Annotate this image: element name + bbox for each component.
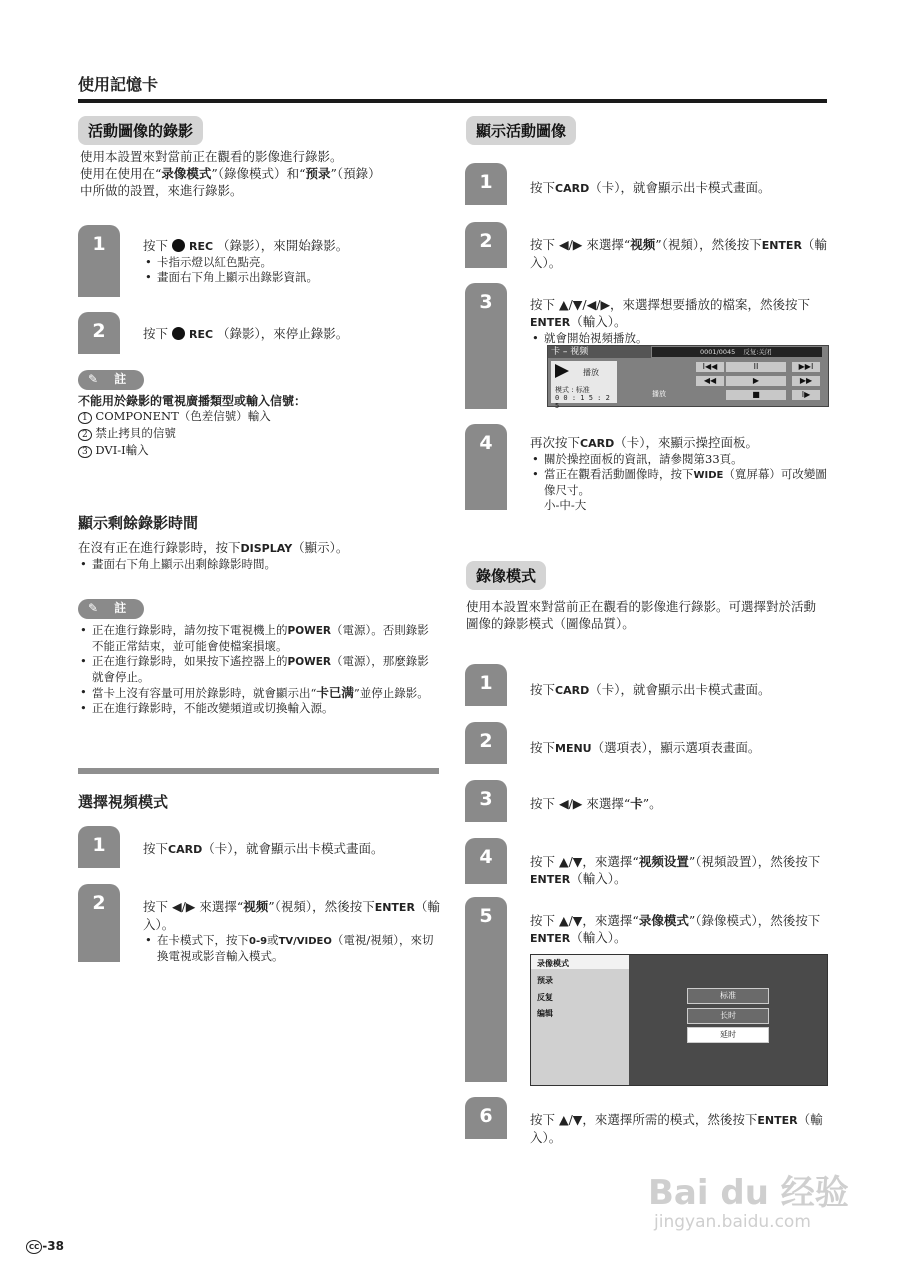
cc-icon: CC [26, 1240, 42, 1254]
step-badge: 1 [465, 664, 507, 706]
header-rule [78, 99, 827, 103]
record-mode-step-1: 按下CARD（卡），就會顯示出卡模式畫面。 [530, 682, 771, 697]
play-step-3: 按下 ▲/▼/◀/▶，來選擇想要播放的檔案，然後按下ENTER（輸入）。 • 就會開始視頻播放。 [530, 296, 827, 346]
step-badge: 2 [78, 312, 120, 354]
play-step-2: 按下 ◀/▶ 來選擇“视频”（視頻），然後按下ENTER（輸入）。 [530, 237, 827, 270]
rewind-button[interactable]: ◀◀ [696, 376, 724, 386]
section-title-remaining-time: 顯示剩餘錄影時間 [78, 514, 199, 532]
menu-item-repeat[interactable]: 反复 [537, 993, 553, 1002]
watermark-logo: Bai du 经验 [648, 1173, 849, 1213]
record-step-2: 按下 REC （錄影），來停止錄影。 [143, 326, 349, 341]
skip-back-button[interactable]: I◀◀ [696, 362, 724, 372]
stop-button[interactable]: ■ [726, 390, 786, 400]
step-badge: 2 [465, 722, 507, 764]
step-badge: 1 [78, 826, 120, 868]
record-dot-icon [172, 327, 185, 340]
note-badge: ✎ 註 [78, 599, 144, 619]
section-title-record-mode: 錄像模式 [466, 561, 546, 590]
step-badge: 6 [465, 1097, 507, 1139]
pencil-icon: ✎ [88, 372, 99, 386]
record-mode-intro: 使用本設置來對當前正在觀看的影像進行錄影。可選擇對於活動圖像的錄影模式（圖像品質）。 [466, 599, 817, 631]
pause-button[interactable]: II [726, 362, 786, 372]
section-title-play-video: 顯示活動圖像 [466, 116, 576, 145]
step-badge: 3 [465, 780, 507, 822]
record-mode-menu-screen [530, 954, 828, 1086]
record-note: 不能用於錄影的電視廣播類型或輸入信號： 1 COMPONENT（色差信號）輸入 2 禁止拷貝的信號 3 DVI-I輸入 [78, 394, 307, 457]
pencil-icon: ✎ [88, 601, 99, 615]
record-step-1: 按下 REC （錄影），來開始錄影。 • 卡指示燈以紅色點亮。 • 畫面右下角上顯示出錄影資訊。 [143, 237, 443, 285]
video-mode-step-1: 按下CARD（卡），就會顯示出卡模式畫面。 [143, 841, 384, 856]
play-step-1: 按下CARD（卡），就會顯示出卡模式畫面。 [530, 180, 771, 195]
option-delay[interactable]: 延时 [687, 1027, 769, 1043]
step-badge: 1 [465, 163, 507, 205]
play-step-4: 再次按下CARD（卡），來顯示操控面板。 • 關於操控面板的資訊，請參閱第33頁。 • 當正在觀看活動圖像時，按下WIDE（寬屏幕）可改變圖像尺寸。 小-中-大 [530, 434, 827, 513]
record-mode-step-3: 按下 ◀/▶ 來選擇“卡”。 [530, 796, 662, 811]
player-title: 卡 – 视频 [548, 346, 651, 358]
page-section-title: 使用記憶卡 [78, 75, 159, 94]
play-icon [555, 364, 569, 378]
remaining-time-notes: • 正在進行錄影時，請勿按下電視機上的POWER（電源）。否則錄影不能正常結束，並可能會使檔案損壞。 • 正在進行錄影時，如果按下遙控器上的POWER（電源），那麼錄影就會停止。 • 當卡上沒有容量可用於錄影時，就會顯示出“卡已满”並停止錄影。 • 正在進行錄影時，不能改變頻道或切換輸入源。 [78, 623, 440, 716]
step-badge: 4 [465, 838, 507, 884]
menu-item-edit[interactable]: 编辑 [537, 1009, 553, 1018]
record-mode-step-5: 按下 ▲/▼，來選擇“录像模式”（錄像模式），然後按下ENTER（輸入）。 [530, 913, 821, 945]
section-title-record-video: 活動圖像的錄影 [78, 116, 203, 145]
video-mode-step-2: 按下 ◀/▶ 來選擇“视频”（視頻），然後按下ENTER（輸入）。 • 在卡模式下，按下0-9或TV/VIDEO（電視/視頻），來切換電視或影音輸入模式。 [143, 898, 440, 964]
record-mode-step-6: 按下 ▲/▼，來選擇所需的模式，然後按下ENTER（輸入）。 [530, 1112, 823, 1145]
menu-item-prerecord[interactable]: 预录 [537, 976, 553, 985]
menu-item-record-mode[interactable]: 录像模式 [537, 959, 569, 968]
section-divider [78, 768, 439, 774]
fast-forward-button[interactable]: ▶▶ [792, 376, 820, 386]
step-badge: 5 [465, 897, 507, 1082]
step-badge: 2 [465, 222, 507, 268]
record-intro: 使用本設置來對當前正在觀看的影像進行錄影。 使用在使用在“录像模式”（錄像模式）和“预录”（預錄） 中所做的設置，來進行錄影。 [80, 149, 381, 198]
page-number: CC -38 [26, 1239, 64, 1254]
option-long[interactable]: 长时 [687, 1008, 769, 1024]
option-standard[interactable]: 标准 [687, 988, 769, 1004]
watermark-url: jingyan.baidu.com [654, 1212, 811, 1232]
step-badge: 2 [78, 884, 120, 962]
play-button[interactable]: ▶ [726, 376, 786, 386]
player-control-panel: 卡 – 视频 0001/0045 反复:关闭 播放 模式 : 标准 0 0 : 1 5 : 2 5 播放 I◀◀ II ▶▶I ◀◀ ▶ ▶▶ ■ I▶ [547, 345, 829, 407]
record-mode-step-4: 按下 ▲/▼，來選擇“视频设置”（視頻設置），然後按下ENTER（輸入）。 [530, 854, 821, 886]
step-button[interactable]: I▶ [792, 390, 820, 400]
section-title-video-mode: 選擇視頻模式 [78, 793, 169, 811]
note-badge: ✎ 註 [78, 370, 144, 390]
skip-forward-button[interactable]: ▶▶I [792, 362, 820, 372]
step-badge: 1 [78, 225, 120, 297]
remaining-time-text: 在沒有正在進行錄影時，按下DISPLAY（顯示）。 • 畫面右下角上顯示出剩餘錄影時間。 [78, 539, 440, 572]
record-dot-icon [172, 239, 185, 252]
record-mode-step-2: 按下MENU（選項表），顯示選項表畫面。 [530, 740, 761, 755]
step-badge: 4 [465, 424, 507, 510]
step-badge: 3 [465, 283, 507, 409]
